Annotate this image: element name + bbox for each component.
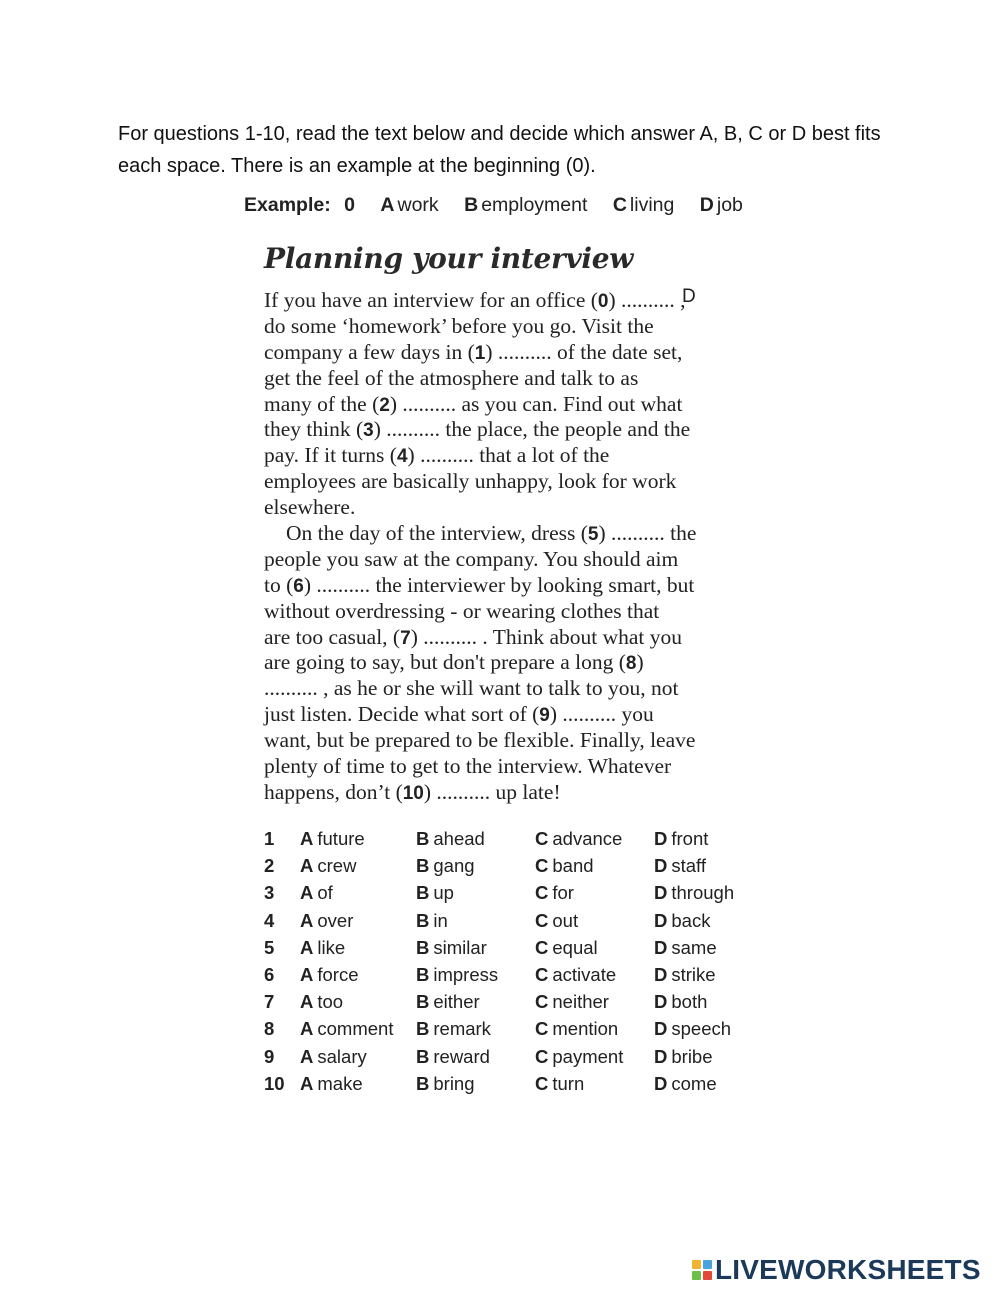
gap-number: 3: [363, 420, 374, 442]
gap-number: 0: [597, 291, 609, 312]
option-d: D speech: [654, 1018, 732, 1040]
passage-line: [264, 521, 764, 547]
question-number: 6: [264, 963, 275, 985]
gap-number: 10: [402, 782, 424, 804]
passage-line: [264, 314, 764, 340]
passage-line: [264, 366, 764, 392]
option-d: D back: [654, 909, 711, 931]
passage-text-segment: people you saw at the company. You should aim: [264, 546, 679, 571]
liveworksheets-logo: [692, 1255, 981, 1285]
option-b: B in: [416, 909, 448, 931]
gap-number: 9: [539, 705, 550, 727]
liveworksheets-logo-icon: [692, 1260, 712, 1280]
example-option-c: C living: [612, 194, 675, 216]
gap-number: 8: [625, 653, 637, 675]
passage-text-segment: without overdressing - or wearing clothes that: [264, 598, 660, 623]
question-number: 8: [264, 1018, 275, 1040]
option-a: A like: [300, 936, 346, 958]
passage-line: [264, 417, 764, 443]
option-a: A future: [300, 828, 365, 849]
option-b: B either: [416, 991, 480, 1013]
option-a: A make: [300, 1072, 363, 1094]
passage-text: [264, 288, 764, 806]
gap-number: 4: [396, 446, 408, 468]
passage-line: [264, 650, 764, 676]
option-d: D both: [654, 991, 708, 1013]
passage-line: [264, 702, 764, 728]
logo-text: LIVEWORKSHEETS: [715, 1254, 981, 1285]
gap-number: 5: [587, 524, 599, 546]
option-d: D same: [654, 936, 717, 958]
passage-line: [264, 340, 764, 366]
passage-text-segment: If you have an interview for an office (: [264, 288, 598, 312]
passage-text-segment: do some ‘homework’ before you go. Visit the: [264, 313, 654, 338]
example-line: [244, 194, 743, 217]
option-a: A of: [300, 882, 333, 904]
passage-line: [264, 573, 764, 599]
passage-text-segment: ) .......... as you can. Find out what: [389, 391, 683, 416]
passage-text-segment: On the day of the interview, dress (: [286, 521, 588, 546]
passage-line: [264, 443, 764, 469]
passage-line: [264, 754, 764, 780]
option-b: B similar: [416, 936, 487, 958]
passage-line: [264, 288, 764, 314]
passage-text-segment: ) .......... up late!: [423, 779, 561, 804]
option-d: D staff: [654, 855, 706, 877]
passage-title: Planning your interview: [264, 242, 634, 275]
instructions: For questions 1-10, read the text below and decide which answer A, B, C or D best fits each space. There is an example at the beginning (0).: [118, 123, 881, 177]
passage-text-segment: ) .......... that a lot of the: [407, 443, 610, 468]
passage-text-segment: are too casual, (: [264, 624, 401, 649]
option-a: A too: [300, 991, 344, 1013]
option-a: A salary: [300, 1045, 367, 1067]
gap-number: 7: [400, 627, 411, 649]
passage-text-segment: are going to say, but don't prepare a long (: [264, 650, 626, 675]
question-number: 4: [264, 909, 275, 931]
option-a: A comment: [300, 1018, 394, 1040]
option-c: C equal: [535, 936, 598, 958]
option-c: C out: [535, 909, 579, 931]
option-c: C turn: [535, 1072, 585, 1094]
question-number: 1: [264, 828, 275, 849]
option-c: C payment: [535, 1045, 624, 1067]
passage-text-segment: ) .......... the: [598, 521, 697, 546]
example-label: Example:: [244, 194, 331, 216]
option-d: D front: [654, 828, 709, 849]
passage-line: [264, 780, 764, 806]
passage-text-segment: ) .......... ,: [608, 288, 686, 312]
passage-text-segment: they think (: [264, 417, 364, 442]
passage-text-segment: plenty of time to get to the interview. Whatever: [264, 754, 672, 779]
passage-line: [264, 547, 764, 573]
passage-line: [264, 728, 764, 754]
passage-text-segment: to (: [264, 572, 294, 597]
question-number: 2: [264, 855, 275, 877]
option-d: D come: [654, 1072, 717, 1094]
option-b: B reward: [416, 1045, 490, 1067]
question-number: 9: [264, 1045, 275, 1067]
passage-text-segment: just listen. Decide what sort of (: [264, 702, 540, 727]
option-d: D strike: [654, 963, 716, 985]
passage-text-segment: ) .......... the interviewer by looking smart, but: [303, 572, 695, 597]
question-number: 10: [264, 1072, 285, 1094]
passage-text-segment: ) .......... you: [549, 702, 654, 727]
passage-text-segment: many of the (: [264, 391, 380, 416]
passage-line: [264, 676, 764, 702]
option-d: D through: [654, 882, 735, 904]
option-a: A force: [300, 963, 359, 985]
example-number: 0: [344, 194, 355, 216]
passage-line: [264, 625, 764, 651]
question-number: 3: [264, 882, 275, 904]
passage-text-segment: ) .......... of the date set,: [485, 339, 683, 364]
question-number: 7: [264, 991, 275, 1013]
passage-line: [264, 495, 764, 521]
passage-text-segment: .......... , as he or she will want to talk to you, not: [264, 676, 679, 701]
passage-text-segment: ) .......... the place, the people and the: [373, 417, 691, 442]
option-c: C advance: [535, 828, 623, 849]
passage-line: [264, 392, 764, 418]
passage-text-segment: company a few days in (: [264, 339, 475, 364]
example-answer-mark: D: [682, 286, 696, 307]
passage-text-segment: employees are basically unhappy, look for work: [264, 469, 677, 494]
gap-number: 1: [474, 342, 486, 364]
passage-line: [264, 469, 764, 495]
passage-text-segment: ): [636, 650, 644, 675]
passage-text-segment: pay. If it turns (: [264, 443, 397, 468]
option-b: B bring: [416, 1072, 475, 1094]
option-b: B gang: [416, 855, 475, 877]
example-option-d: D job: [699, 194, 743, 216]
option-a: A crew: [300, 855, 357, 877]
option-b: B ahead: [416, 828, 485, 849]
option-d: D bribe: [654, 1045, 713, 1067]
passage-text-segment: get the feel of the atmosphere and talk to as: [264, 365, 639, 390]
example-option-a: A work: [380, 194, 439, 216]
option-c: C for: [535, 882, 574, 904]
question-number: 5: [264, 936, 275, 958]
option-b: B up: [416, 882, 454, 904]
example-option-b: B employment: [464, 194, 588, 216]
option-b: B impress: [416, 963, 499, 985]
option-c: C mention: [535, 1018, 619, 1040]
option-c: C activate: [535, 963, 617, 985]
option-c: C neither: [535, 991, 609, 1013]
passage-text-segment: elsewhere.: [264, 495, 356, 520]
option-c: C band: [535, 855, 594, 877]
passage-text-segment: ) .......... . Think about what you: [410, 624, 682, 649]
passage-line: [264, 599, 764, 625]
gap-number: 6: [293, 575, 304, 597]
option-b: B remark: [416, 1018, 491, 1040]
option-a: A over: [300, 909, 354, 931]
passage-text-segment: want, but be prepared to be flexible. Finally, leave: [264, 728, 696, 753]
passage-text-segment: happens, don’t (: [264, 779, 403, 804]
gap-number: 2: [379, 394, 390, 416]
